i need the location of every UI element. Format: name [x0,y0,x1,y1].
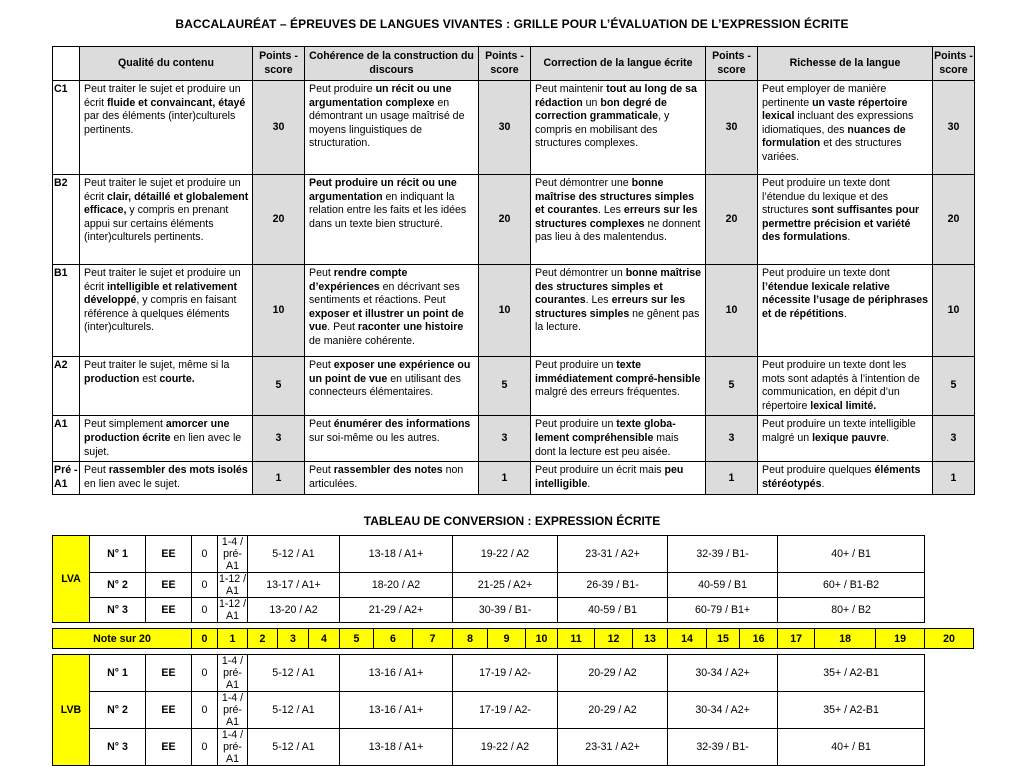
points-value: 30 [706,81,758,175]
descriptor-text: Peut traiter le sujet et produire un écrit [84,177,241,203]
descriptor-text: Peut traiter le sujet et produire un écrit [84,267,241,293]
exam-number: N° 1 [90,536,146,573]
grid-row-a2 [53,357,975,416]
level-label: B2 [53,175,80,265]
richness-descriptor [758,265,933,357]
emphasis-text: erreurs sur les structures simples [535,294,686,320]
lvb-row [53,692,974,729]
content-descriptor [80,175,253,265]
lva-label: LVA [53,536,90,623]
lvb-row [53,655,974,692]
score-band: 40-59 / B1 [668,573,778,598]
points-value: 20 [253,175,305,265]
points-value: 1 [933,462,975,495]
page-title: BACCALAURÉAT – ÉPREUVES DE LANGUES VIVANTES : GRILLE POUR L’ÉVALUATION DE L’EXPRESSION ÉCRITE [175,17,849,31]
correction-descriptor [531,265,706,357]
emphasis-text: texte globa-lement compréhensible [535,418,676,444]
score-band: 13-16 / A1+ [340,655,453,692]
content-descriptor [80,416,253,462]
exam-number: N° 2 [90,692,146,729]
score-band: 40+ / B1 [778,536,925,573]
emphasis-text: rassembler des notes [333,464,443,477]
points-value: 5 [253,357,305,416]
richness-descriptor [758,175,933,265]
correction-descriptor [531,462,706,495]
emphasis-text: étayé [218,96,246,109]
points-value: 30 [479,81,531,175]
points-value: 1 [706,462,758,495]
coherence-descriptor [305,81,479,175]
score-band: 0 [192,655,218,692]
score-band: 0 [192,536,218,573]
content-descriptor [80,357,253,416]
exam-number: N° 1 [90,655,146,692]
note-value: 10 [526,629,558,649]
points-value: 1 [253,462,305,495]
exam-type: EE [146,729,192,766]
header-points: Points -score [933,47,975,81]
note-value: 4 [309,629,340,649]
grid-header-row [53,47,975,81]
emphasis-text: exposer une expérience ou un point de vue [309,359,471,385]
exam-number: N° 3 [90,598,146,623]
score-band: 20-29 / A2 [558,692,668,729]
descriptor-text: de manière cohérente. [309,334,416,347]
header-points: Points -score [253,47,305,81]
descriptor-text: Peut produire quelques [762,464,875,477]
exam-number: N° 2 [90,573,146,598]
emphasis-text: bonne maîtrise des structures simples et courantes [535,177,694,217]
score-band: 23-31 / A2+ [558,729,668,766]
correction-descriptor [531,175,706,265]
content-descriptor [80,81,253,175]
note-label: Note sur 20 [53,629,192,649]
score-band: 30-39 / B1- [453,598,558,623]
descriptor-text: Peut [309,464,334,477]
score-band: 5-12 / A1 [248,729,340,766]
score-band: 13-16 / A1+ [340,692,453,729]
score-band: 5-12 / A1 [248,692,340,729]
descriptor-text: et des structures variées. [762,137,902,163]
score-band: 17-19 / A2- [453,692,558,729]
note-value: 18 [815,629,876,649]
points-value: 3 [253,416,305,462]
points-value: 5 [933,357,975,416]
level-label: B1 [53,265,80,357]
score-band: 32-39 / B1- [668,536,778,573]
score-band: 1-12 / A1 [218,573,247,597]
emphasis-text: fluide et convaincant, [106,96,216,109]
score-band: 0 [192,692,218,729]
descriptor-text: . [587,477,591,490]
emphasis-text: un récit ou une argumentation complexe [309,83,452,109]
note-value: 12 [595,629,633,649]
score-band: 19-22 / A2 [453,729,558,766]
score-band: 5-12 / A1 [248,655,340,692]
score-band: 0 [192,598,218,623]
score-band: 19-22 / A2 [453,536,558,573]
content-descriptor [80,462,253,495]
coherence-descriptor [305,175,479,265]
descriptor-text: Peut produire un écrit mais [535,464,665,477]
score-band: 0 [192,573,218,598]
score-band: 35+ / A2-B1 [778,692,925,729]
emphasis-text: éléments stéréotypés [762,464,921,490]
emphasis-text: bon degré de correction grammaticale [535,96,667,123]
descriptor-text: , y compris en faisant référence à quelques éléments (inter)culturels. [84,294,237,334]
note-value: 14 [668,629,707,649]
score-band: 1-4 / pré-A1 [218,536,248,573]
score-band: 13-18 / A1+ [340,729,453,766]
note-value: 6 [374,629,413,649]
grid-row-a1 [53,416,975,462]
points-value: 1 [479,462,531,495]
grid-row-c1 [53,81,975,175]
descriptor-text: en indiquant la relation entre les faits et les idées dans un texte bien structuré. [309,190,467,230]
emphasis-text: peu intelligible [535,464,684,490]
emphasis-text: tout au long de sa rédaction [535,83,697,109]
level-label: A1 [53,416,80,462]
points-value: 10 [479,265,531,357]
descriptor-text: Peut produire un texte dont l’étendue du lexique et des structures [762,177,890,217]
score-band: 0 [192,729,218,766]
grid-row-b1 [53,265,975,357]
score-band: 21-29 / A2+ [340,598,453,623]
descriptor-text: Peut maintenir [535,83,607,95]
note-value: 9 [488,629,526,649]
emphasis-text: bonne maîtrise des structures simples et courantes [535,267,702,307]
descriptor-text: Peut produire un texte intelligible malgré un [762,418,916,444]
emphasis-text: production [84,372,140,385]
evaluation-grid [52,46,975,495]
descriptor-text: Peut [309,418,334,431]
descriptor-text: en utilisant des connecteurs élémentaires. [309,372,461,399]
note-value: 20 [925,629,974,649]
descriptor-text: Peut produire un [535,418,617,431]
points-value: 30 [253,81,305,175]
emphasis-text: rassembler des mots isolés [108,464,248,477]
exam-type: EE [146,598,192,623]
exam-type: EE [146,655,192,692]
score-band: 20-29 / A2 [558,655,668,692]
lva-row [53,598,974,623]
score-band: 40+ / B1 [778,729,925,766]
emphasis-text: nuances de formulation [762,123,906,150]
descriptor-text: Peut [84,464,109,477]
score-band: 17-19 / A2- [453,655,558,692]
descriptor-text: Peut [309,359,334,371]
score-band: 1-4 / pré-A1 [218,729,248,766]
emphasis-text: exposer et illustrer un point de vue [309,307,464,334]
note-value: 19 [876,629,925,649]
descriptor-text: . Les [585,294,612,307]
emphasis-text: un vaste répertoire lexical [762,96,908,123]
emphasis-text: raconter une histoire [357,321,464,334]
descriptor-text: ne donnent pas lieu à des malentendus. [535,217,701,244]
points-value: 3 [479,416,531,462]
points-value: 10 [933,265,975,357]
descriptor-text: en décrivant ses sentiments et réactions. Peut [309,280,460,307]
descriptor-text: Peut produire un texte dont [762,267,890,279]
exam-number: N° 3 [90,729,146,766]
descriptor-text: . [821,477,825,490]
descriptor-text: Peut simplement [84,418,166,431]
richness-descriptor [758,357,933,416]
coherence-descriptor [305,462,479,495]
score-band: 1-4 / pré-A1 [218,692,248,729]
grid-row-pre-a1 [53,462,975,495]
header-corner [53,47,80,81]
grid-row-b2 [53,175,975,265]
emphasis-text: sont suffisantes pour permettre précision et variété des formulations [762,204,920,244]
conversion-title: TABLEAU DE CONVERSION : EXPRESSION ÉCRITE [363,514,661,528]
header-content: Qualité du contenu [80,47,253,81]
emphasis-text: lexical limité. [810,399,877,412]
level-label: Pré -A1 [53,462,80,495]
descriptor-text: . [843,307,847,320]
descriptor-text: Peut traiter le sujet et produire un écrit [84,83,241,109]
exam-type: EE [146,692,192,729]
emphasis-text: énumérer des informations [333,418,471,431]
header-points: Points -score [706,47,758,81]
points-value: 30 [933,81,975,175]
descriptor-text: est [139,372,160,385]
score-band: 30-34 / A2+ [668,655,778,692]
descriptor-text: . [886,431,890,444]
header-richness: Richesse de la langue [758,47,933,81]
emphasis-text: texte immédiatement compré-hensible [535,359,701,385]
descriptor-text: en lien avec le sujet. [84,431,242,458]
score-band: 13-20 / A2 [248,598,340,623]
score-band: 60+ / B1-B2 [778,573,925,598]
descriptor-text: Peut produire [309,83,376,95]
points-value: 3 [933,416,975,462]
points-value: 20 [706,175,758,265]
descriptor-text: non articulées. [309,464,464,490]
emphasis-text: lexique pauvre [812,431,887,444]
richness-descriptor [758,81,933,175]
exam-type: EE [146,536,192,573]
score-band: 18-20 / A2 [340,573,453,598]
descriptor-text: Peut traiter le sujet, même si la [84,359,230,371]
descriptor-text: Peut démontrer un [535,267,626,279]
note-value: 11 [558,629,595,649]
note-value: 3 [278,629,309,649]
correction-descriptor [531,81,706,175]
emphasis-text: erreurs sur les structures complexes [535,204,698,230]
emphasis-text: courte. [159,372,195,385]
descriptor-text: Peut produire un texte dont les mots sont adaptés à l’intention de communication, en dépit d’un répertoire [762,359,920,412]
score-band: 13-18 / A1+ [340,536,453,573]
points-value: 10 [253,265,305,357]
note-value: 17 [778,629,815,649]
score-band: 26-39 / B1- [558,573,668,598]
lvb-row [53,729,974,766]
emphasis-text: rendre compte d’expériences [309,267,408,293]
descriptor-text: Peut employer de manière pertinente [762,83,887,109]
correction-descriptor [531,416,706,462]
descriptor-text: . Peut [327,321,358,334]
conversion-table [52,535,974,766]
score-band: 60-79 / B1+ [668,598,778,623]
note-value: 5 [340,629,374,649]
lvb-label: LVB [53,655,90,766]
note-value: 8 [453,629,488,649]
score-band: 35+ / A2-B1 [778,655,925,692]
emphasis-text: clair, détaillé et globalement efficace, [84,190,249,217]
emphasis-text: Peut produire un récit ou une argumentation [309,177,457,203]
level-label: C1 [53,81,80,175]
lva-row [53,536,974,573]
note-value: 16 [740,629,778,649]
score-band: 21-25 / A2+ [453,573,558,598]
score-band: 32-39 / B1- [668,729,778,766]
emphasis-text: amorcer une production écrite [84,418,230,444]
coherence-descriptor [305,416,479,462]
score-band: 23-31 / A2+ [558,536,668,573]
descriptor-text: malgré des erreurs fréquentes. [535,386,680,399]
note-value: 0 [192,629,218,649]
emphasis-text: l’étendue lexicale relative nécessite l’usage de périphrases et de répétitions [762,280,929,320]
score-band: 1-4 / pré-A1 [218,655,248,692]
points-value: 20 [479,175,531,265]
note-value: 1 [218,629,248,649]
score-band: 1-12 / A1 [218,598,247,622]
points-value: 20 [933,175,975,265]
note-value: 2 [248,629,278,649]
exam-type: EE [146,573,192,598]
descriptor-text: Peut [309,267,334,279]
score-band: 40-59 / B1 [558,598,668,623]
lva-row [53,573,974,598]
descriptor-text: en démontrant un usage maîtrisé de moyens linguistiques de structuration. [309,96,465,150]
header-correction: Correction de la langue écrite [531,47,706,81]
descriptor-text: incluant des expressions idiomatiques, des [762,110,914,136]
level-label: A2 [53,357,80,416]
descriptor-text: mais dont la lecture est peu aisée. [535,431,679,458]
descriptor-text: Peut produire un [535,359,617,371]
descriptor-text: y compris en prenant appui sur certains éléments (inter)culturels pertinents. [84,204,229,244]
header-coherence: Cohérence de la construction du discours [305,47,479,81]
score-band: 30-34 / A2+ [668,692,778,729]
points-value: 5 [479,357,531,416]
descriptor-text: . [847,231,851,244]
points-value: 10 [706,265,758,357]
score-band: 80+ / B2 [778,598,925,623]
descriptor-text: . Les [598,204,624,217]
note-value: 7 [413,629,453,649]
descriptor-text: un [582,96,601,109]
descriptor-text: en lien avec le sujet. [84,477,180,490]
emphasis-text: intelligible et relativement développé [84,280,238,307]
descriptor-text: ne gênent pas la lecture. [535,307,700,334]
score-band: 5-12 / A1 [248,536,340,573]
descriptor-text: sur soi-même ou les autres. [309,431,440,444]
coherence-descriptor [305,265,479,357]
coherence-descriptor [305,357,479,416]
score-band: 13-17 / A1+ [248,573,340,598]
descriptor-text: par des éléments (inter)culturels pertinents. [84,110,236,136]
points-value: 5 [706,357,758,416]
note-row [53,629,974,649]
richness-descriptor [758,462,933,495]
content-descriptor [80,265,253,357]
header-points: Points -score [479,47,531,81]
note-value: 13 [633,629,668,649]
note-value: 15 [707,629,740,649]
correction-descriptor [531,357,706,416]
points-value: 3 [706,416,758,462]
descriptor-text: , y compris en mobilisant des structures complexes. [535,110,670,150]
descriptor-text: Peut démontrer une [535,177,632,189]
richness-descriptor [758,416,933,462]
